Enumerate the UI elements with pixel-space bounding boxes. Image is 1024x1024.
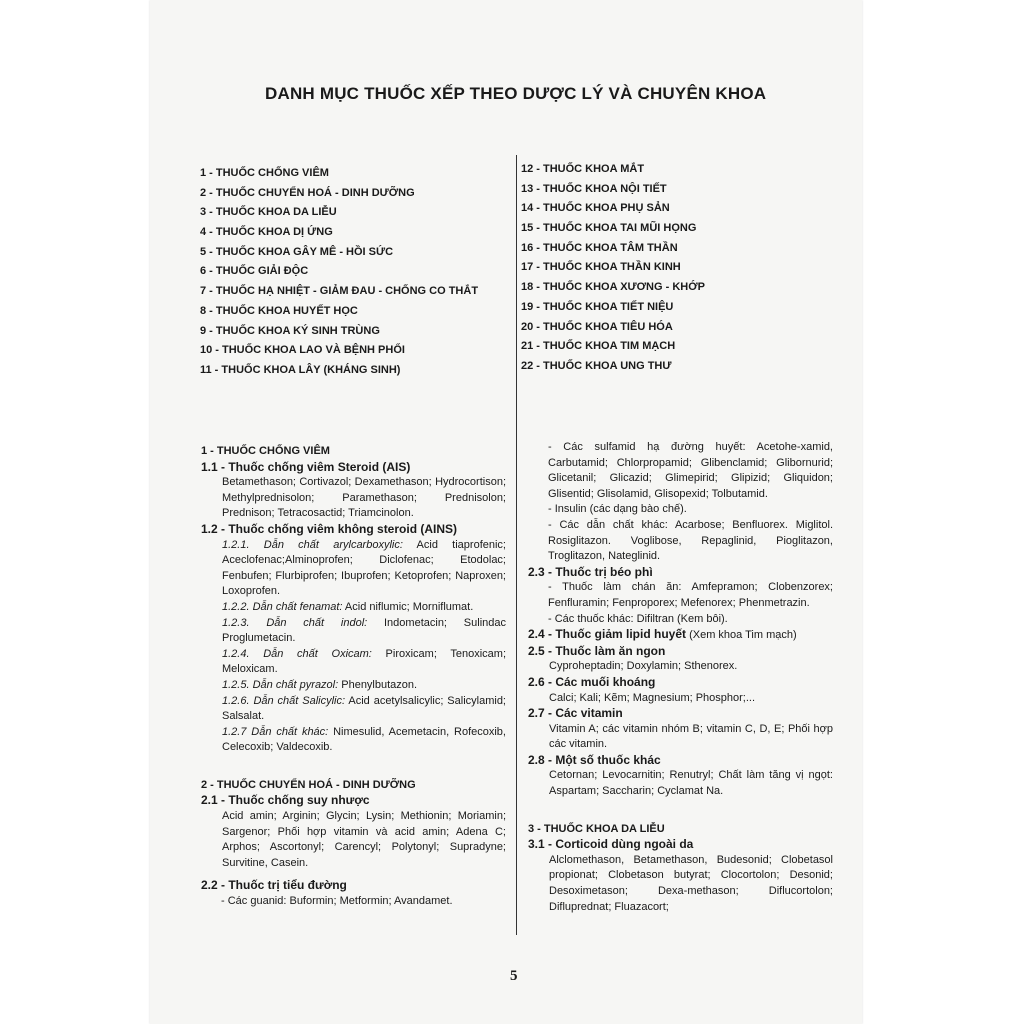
paragraph-text: (Xem khoa Tim mạch) [686,629,797,642]
paragraph: - Các thuốc khác: Difiltran (Kem bôi). [548,612,728,625]
paragraph-text: Acid tiaprofenic; Aceclofenac;Alminoprofen; Diclofenac; Etodolac; Fenbufen; Flurbiprofen; Ibuprofen; Ketoprofen; Naproxen; Loxoprofen. [222,538,506,598]
italic-label: 1.2.7 Dẫn chất khác: [222,725,329,738]
toc-item: 16 - THUỐC KHOA TÂM THẦN [521,241,678,254]
paragraph [201,647,506,678]
paragraph-text: Piroxicam; Tenoxicam; Meloxicam. [222,647,507,676]
toc-item: 6 - THUỐC GIẢI ĐỘC [200,265,309,278]
italic-label: 1.2.5. Dẫn chất pyrazol: [222,678,339,691]
toc-item: 11 - THUỐC KHOA LÂY (KHÁNG SINH) [200,363,401,376]
toc-item: 21 - THUỐC KHOA TIM MẠCH [521,340,676,353]
subsection-heading: 2.8 - Một số thuốc khác [528,752,661,767]
toc-item: 5 - THUỐC KHOA GÂY MÊ - HỒI SỨC [200,245,394,258]
right-column [528,440,833,915]
subsection-heading: 2.7 - Các vitamin [528,706,623,721]
section-heading: 2 - THUỐC CHUYỂN HOÁ - DINH DƯỠNG [201,778,416,791]
paragraph: Vitamin A; các vitamin nhóm B; vitamin C, D, E; Phối hợp các vitamin. [549,722,833,751]
toc-item: 13 - THUỐC KHOA NỘI TIẾT [521,182,667,195]
subsection-heading: 1.2 - Thuốc chống viêm không steroid (AINS) [201,521,458,536]
paragraph: Cetornan; Levocarnitin; Renutryl; Chất làm tăng vị ngọt: Aspartam; Saccharin; Cyclamat Na. [549,769,833,798]
paragraph: Alclomethason, Betamethason, Budesonid; Clobetasol propionat; Clobetason butyrat; Clocortolon; Desonid; Desoximetason; Dexa-methason; Diflucortolon; Difluprednat; Fluazacort; [549,853,833,913]
italic-label: 1.2.3. Dẫn chất indol: [222,616,368,629]
subsection-heading: 2.6 - Các muối khoáng [528,674,656,689]
toc-item: 2 - THUỐC CHUYỂN HOÁ - DINH DƯỠNG [200,186,415,199]
paragraph: Calci; Kali; Kẽm; Magnesium; Phosphor;... [549,691,756,704]
paragraph [201,694,506,725]
toc-item: 4 - THUỐC KHOA DỊ ỨNG [200,226,333,239]
subsection-line [528,627,833,644]
paragraph [201,538,506,600]
subsection-heading: 3.1 - Corticoid dùng ngoài da [528,837,694,852]
toc-item: 19 - THUỐC KHOA TIẾT NIỆU [521,300,674,313]
paragraph: Acid amin; Arginin; Glycin; Lysin; Methionin; Moriamin; Sargenor; Phối hợp vitamin và acid amin; Adena C; Arphos; Ascortonyl; Carencyl; Polytonyl; Supradyne; Survitine, Casein. [222,810,506,869]
section-heading: 3 - THUỐC KHOA DA LIỄU [528,822,665,835]
paragraph [201,725,506,756]
italic-label: 1.2.6. Dẫn chất Salicylic: [222,694,346,707]
section-heading: 1 - THUỐC CHỐNG VIÊM [201,445,330,457]
italic-label: 1.2.1. Dẫn chất arylcarboxylic: [222,538,403,551]
subsection-heading: 2.5 - Thuốc làm ăn ngon [528,643,666,658]
subsection-heading: 2.1 - Thuốc chống suy nhược [201,793,370,808]
toc-item: 15 - THUỐC KHOA TAI MŨI HỌNG [521,222,697,235]
paragraph-text: Acid niflumic; Morniflumat. [342,600,474,613]
page-number: 5 [510,968,518,984]
italic-label: 1.2.4. Dẫn chất Oxicam: [222,647,372,660]
toc-item: 9 - THUỐC KHOA KÝ SINH TRÙNG [200,324,380,337]
subsection-heading: 1.1 - Thuốc chống viêm Steroid (AIS) [201,459,411,474]
toc-item: 18 - THUỐC KHOA XƯƠNG - KHỚP [521,281,705,294]
toc-item: 22 - THUỐC KHOA UNG THƯ [521,359,672,372]
paragraph: - Insulin (các dạng bào chế). [548,503,687,516]
toc-right [521,160,705,377]
toc-left [200,164,478,381]
toc-item: 3 - THUỐC KHOA DA LIỄU [200,206,337,219]
paragraph [201,678,506,694]
paragraph-text: Phenylbutazon. [338,678,418,691]
paragraph: Cyproheptadin; Doxylamin; Sthenorex. [549,660,738,673]
toc-item: 8 - THUỐC KHOA HUYẾT HỌC [200,304,358,317]
paragraph-text: Nimesulid, Acemetacin, Rofecoxib, Celecoxib; Valdecoxib. [222,725,506,754]
page-title: DANH MỤC THUỐC XẾP THEO DƯỢC LÝ VÀ CHUYÊN KHOA [265,84,767,103]
paragraph: - Thuốc làm chán ăn: Amfepramon; Clobenzorex; Fenfluramin; Fenproporex; Mefenorex; Phenmetrazin. [548,581,833,609]
paragraph [201,616,506,647]
paragraph: - Các dẫn chất khác: Acarbose; Benfluorex. Miglitol. Rosiglitazon. Voglibose, Repaglinid, Pioglitazon, Troglitazon, Nateglinid. [548,518,833,563]
paragraph-text: Indometacin; Sulindac Proglumetacin. [222,616,506,645]
paragraph: - Các guanid: Buformin; Metformin; Avandamet. [221,895,453,908]
paragraph [201,600,506,616]
toc-item: 14 - THUỐC KHOA PHỤ SẢN [521,202,670,215]
toc-item: 1 - THUỐC CHỐNG VIÊM [200,167,329,179]
italic-label: 1.2.2. Dẫn chất fenamat: [222,600,343,613]
toc-item: 20 - THUỐC KHOA TIÊU HÓA [521,320,673,333]
paragraph: - Các sulfamid hạ đường huyết: Acetohe-xamid, Carbutamid; Chlorpropamid; Glibenclamid; Glibornurid; Glicetanil; Glicazid; Glimepirid; Glipizid; Gliquidon; Glisentid; Glisolamid, Glisopexid; Tolbutamid. [548,441,833,500]
subsection-heading: 2.3 - Thuốc trị béo phì [528,564,653,579]
toc-item: 7 - THUỐC HẠ NHIỆT - GIẢM ĐAU - CHỐNG CO THẮT [200,285,479,298]
paragraph: Betamethason; Cortivazol; Dexamethason; Hydrocortison; Methylprednisolon; Paramethason; Prednisolon; Prednison; Tetracosactid; Triamcinolon. [222,476,506,520]
column-divider [516,155,517,935]
subsection-heading: 2.4 - Thuốc giảm lipid huyết [528,627,687,642]
paragraph-text: Acid acetylsalicylic; Salicylamid; Salsalat. [222,694,506,723]
subsection-heading: 2.2 - Thuốc trị tiểu đường [201,878,347,893]
toc-item: 10 - THUỐC KHOA LAO VÀ BỆNH PHỔI [200,344,405,357]
toc-item: 17 - THUỐC KHOA THẦN KINH [521,261,681,274]
toc-item: 12 - THUỐC KHOA MẮT [521,163,645,175]
left-column [201,444,506,910]
